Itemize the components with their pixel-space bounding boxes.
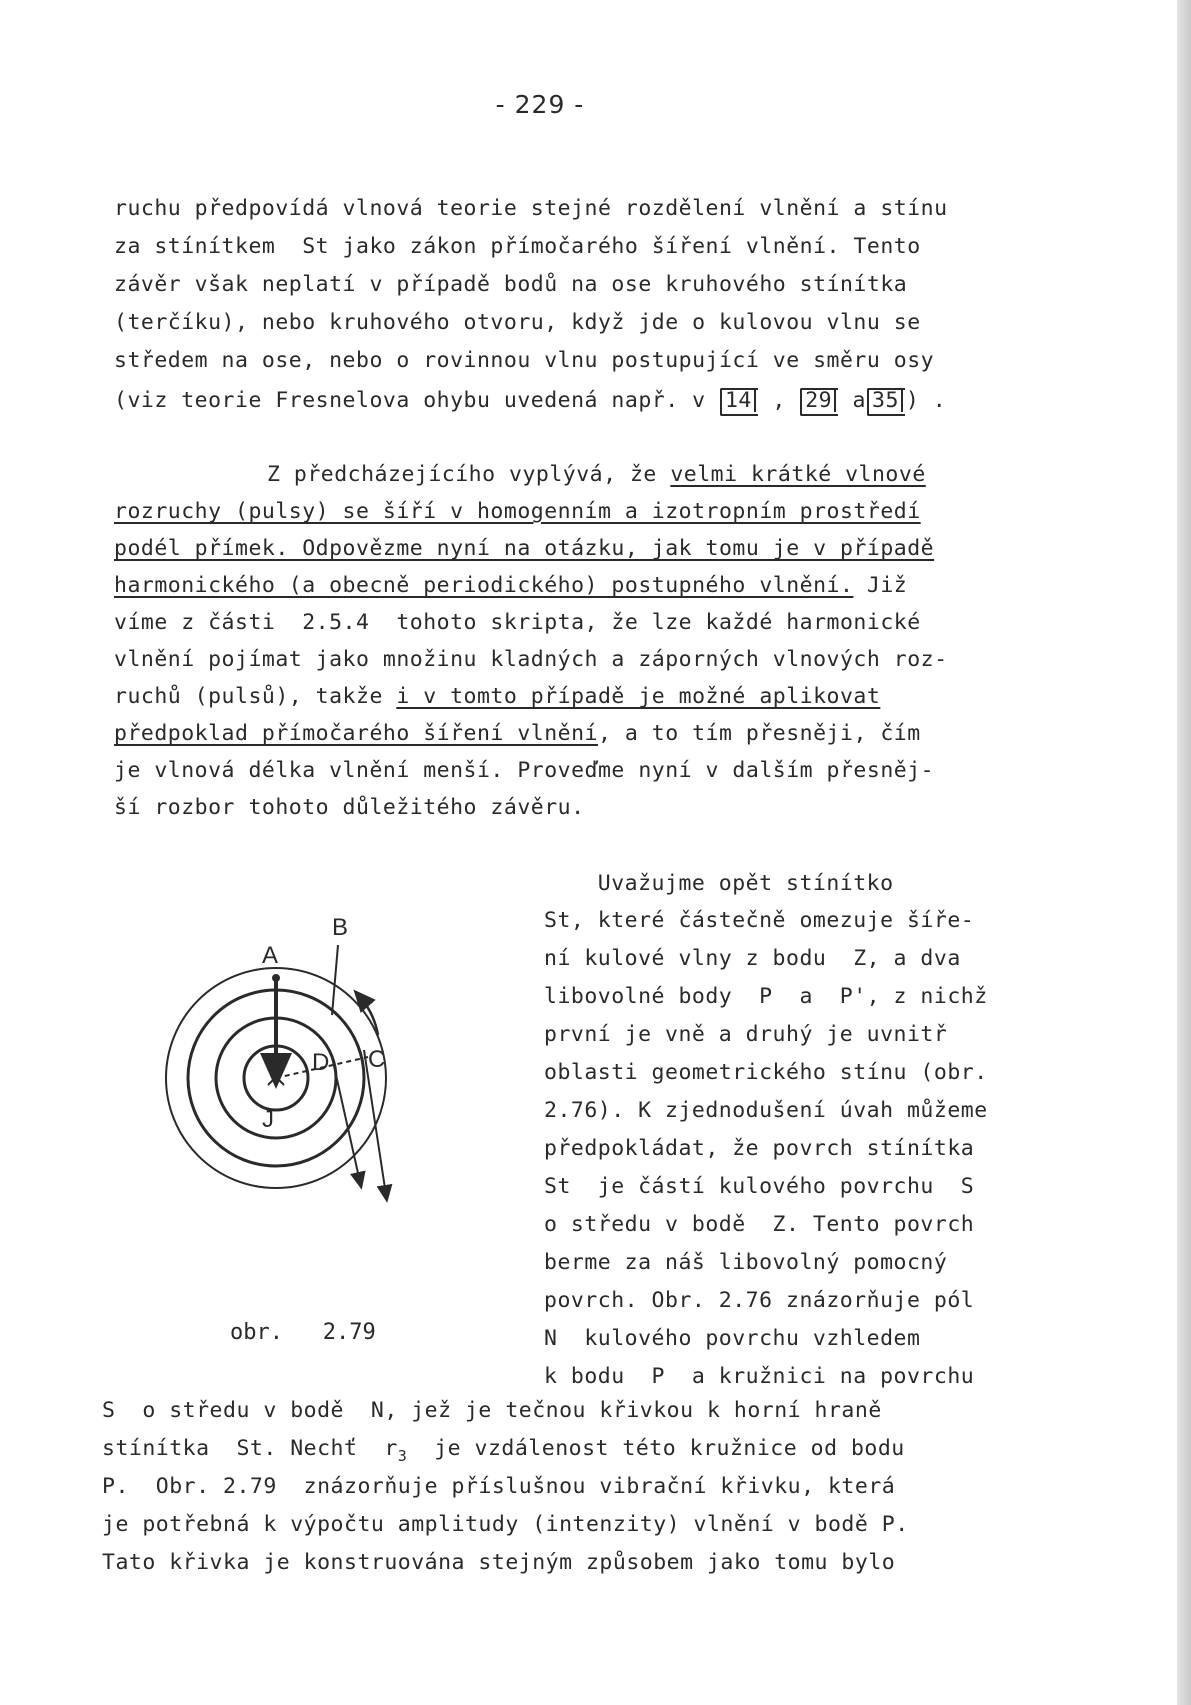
text-line — [114, 686, 880, 708]
text-line: závěr však neplatí v případě bodů na ose kruhového stínítka — [114, 272, 908, 297]
subscript: 3 — [397, 1447, 408, 1465]
text-line: S o středu v bodě N, jež je tečnou křivkou k horní hraně — [102, 1398, 882, 1423]
reference-number: 35 — [872, 390, 903, 412]
label-j: J — [262, 1106, 274, 1133]
underlined-line: rozruchy (pulsy) se šíří v homogenním a izotropním prostředí — [114, 499, 921, 524]
text-span: Již — [853, 573, 908, 598]
text-line: ruchu předpovídá vlnová teorie stejné rozdělení vlnění a stínu — [114, 196, 948, 221]
label-c: C — [368, 1046, 386, 1073]
text-line: Uvažujme opět stínítko — [544, 871, 894, 896]
text-line: za stínítkem St jako zákon přímočarého šíření vlnění. Tento — [114, 234, 921, 259]
label-d: D — [312, 1049, 330, 1076]
underlined-line: podél přímek. Odpovězme nyní na otázku, jak tomu je v případě — [114, 536, 935, 561]
text-line: vlnění pojímat jako množinu kladných a záporných vlnových roz- — [114, 647, 948, 672]
text-line: předpokládat, že povrch stínítka — [544, 1136, 975, 1161]
figure-vibration-spiral — [150, 895, 430, 1215]
underlined-text: velmi krátké vlnové — [670, 462, 926, 487]
reference-bracket — [800, 388, 838, 416]
text-line: povrch. Obr. 2.76 znázorňuje pól — [544, 1288, 975, 1313]
text-line — [267, 464, 926, 486]
underlined-text: i v tomto případě je možné aplikovat — [396, 684, 881, 709]
text-line-with-refs — [114, 388, 946, 416]
text-line: (terčíku), nebo kruhového otvoru, když jde o kulovou vlnu se — [114, 310, 921, 335]
text-line: libovolné body P a P', z nichž — [544, 984, 988, 1009]
text-span: , a to tím přesněji, čím — [598, 721, 921, 746]
page-edge-shadow — [1177, 0, 1191, 1705]
text-line: o středu v bodě Z. Tento povrch — [544, 1212, 975, 1237]
text-span: a — [839, 388, 866, 413]
text-span: Z předcházejícího vyplývá, že — [267, 462, 671, 487]
label-a: A — [262, 942, 279, 969]
reference-bracket — [720, 388, 758, 416]
text-line: k bodu P a kružnici na povrchu — [544, 1364, 975, 1389]
label-b: B — [332, 914, 349, 941]
text-span: ruchů (pulsů), takže — [114, 684, 397, 709]
underlined-text: harmonického (a obecně periodického) postupného vlnění. — [114, 573, 854, 598]
text-line: P. Obr. 2.79 znázorňuje příslušnou vibrační křivku, která — [102, 1474, 896, 1499]
text-line: je vlnová délka vlnění menší. Proveďme nyní v dalším přesněj- — [114, 758, 935, 783]
reference-bracket — [867, 388, 905, 416]
text-span: stínítka St. Nechť — [102, 1436, 385, 1461]
variable-r: r — [384, 1436, 398, 1461]
text-line — [114, 575, 907, 597]
text-span: (viz teorie Fresnelova ohybu uvedená např. v — [114, 388, 719, 413]
text-span: ) . — [905, 388, 947, 413]
reference-number: 29 — [805, 390, 836, 412]
text-line: berme za náš libovolný pomocný — [544, 1250, 948, 1275]
text-line: ní kulové vlny z bodu Z, a dva — [544, 946, 961, 971]
text-line: St, které částečně omezuje šíře- — [544, 908, 975, 933]
page-number: - 229 - — [495, 90, 585, 119]
text-line: Tato křivka je konstruována stejným způsobem jako tomu bylo — [102, 1550, 896, 1575]
text-line: St je částí kulového povrchu S — [544, 1174, 975, 1199]
text-line: oblasti geometrického stínu (obr. — [544, 1060, 988, 1085]
text-line: N kulového povrchu vzhledem — [544, 1326, 921, 1351]
text-line: první je vně a druhý je uvnitř — [544, 1022, 948, 1047]
line-b — [332, 945, 338, 1015]
text-line — [102, 1438, 905, 1464]
text-line: je potřebná k výpočtu amplitudy (intenzity) vlnění v bodě P. — [102, 1512, 909, 1537]
reference-number: 14 — [725, 390, 756, 412]
text-line: ší rozbor tohoto důležitého závěru. — [114, 795, 585, 820]
text-line: středem na ose, nebo o rovinnou vlnu postupující ve směru osy — [114, 348, 935, 373]
text-span: , — [758, 388, 800, 413]
text-line — [114, 723, 921, 745]
text-line: víme z části 2.5.4 tohoto skripta, že lze každé harmonické — [114, 610, 921, 635]
text-span: je vzdálenost této kružnice od bodu — [407, 1436, 905, 1461]
text-line: 2.76). K zjednodušení úvah můžeme — [544, 1098, 988, 1123]
figure-caption: obr. 2.79 — [230, 1320, 376, 1345]
underlined-text: předpoklad přímočarého šíření vlnění — [114, 721, 598, 746]
